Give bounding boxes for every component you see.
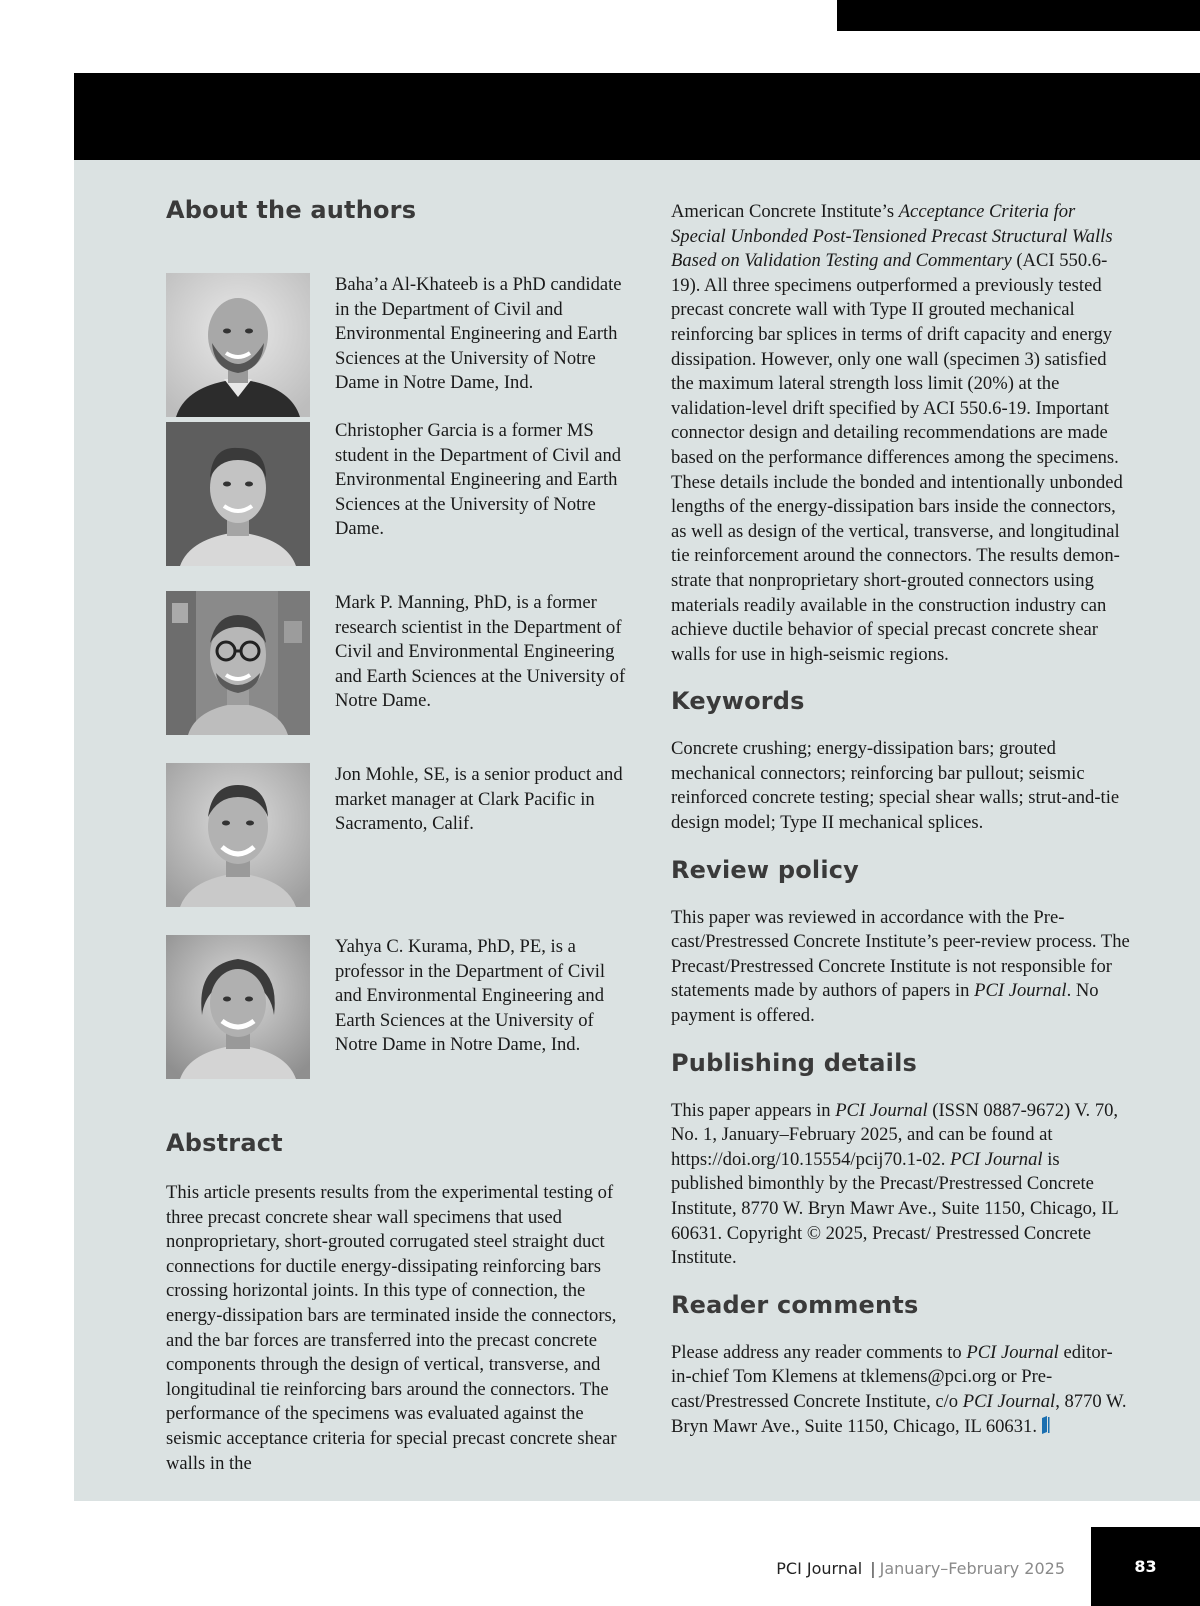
review-policy-text: This paper was reviewed in accordance with the Precast/Prestressed Concrete Institute’s peer-review process. The Precast/Prestressed Concrete Institute is not responsible for statements made by authors of papers in PCI Journal. No payment is offered. bbox=[671, 906, 1130, 1027]
top-black-bar bbox=[837, 0, 1200, 31]
publishing-details-text: This paper appears in PCI Journal (ISSN 0887-9672) V. 70, No. 1, January–February 2025, and can be found at https://doi.org/10.15554/pcij70.1-02. PCI Journal is published bimonthly by the Precast/Prestressed Concrete Institute, 8770 W. Bryn Mawr Ave., Suite 1150, Chicago, IL 60631. Copyright © 2025, Precast/ Prestressed Concrete Institute. bbox=[671, 1099, 1119, 1269]
author-photo bbox=[166, 591, 310, 735]
author-bio: Yahya C. Kurama, PhD, PE, is a professor in the Department of Civil and Environmental Engineering and Earth Sciences at the University of Notre Dame in Notre Dame, Ind. bbox=[335, 936, 606, 1056]
author-bio: Mark P. Manning, PhD, is a former research scientist in the Department of Civil and Environmental Engineering and Earth Sciences at the University of Notre Dame. bbox=[335, 592, 626, 712]
author-photo bbox=[166, 273, 310, 417]
left-column bbox=[166, 196, 626, 1476]
review-policy-heading: Review policy bbox=[671, 855, 860, 884]
keywords-text: Concrete crushing; energy-dissipation bars; grouted mechanical connectors; reinforcing bar pullout; seismic reinforced concrete testing; special shear walls; strut-and-tie design model; Type II mechanical splices. bbox=[671, 738, 1120, 834]
footer-journal-line bbox=[776, 1559, 1065, 1578]
author-bio: Baha’a Al-Khateeb is a PhD candidate in the Department of Civil and Environmental Engineering and Earth Sciences at the University of Notre Dame in Notre Dame, Ind. bbox=[335, 274, 622, 394]
footer-journal-name: PCI Journal bbox=[776, 1559, 863, 1578]
about-authors-heading: About the authors bbox=[166, 196, 417, 224]
abstract-heading: Abstract bbox=[166, 1129, 283, 1157]
author-entry bbox=[166, 419, 626, 591]
page-number: 83 bbox=[1091, 1527, 1200, 1606]
author-photo bbox=[166, 422, 310, 566]
abstract-text: This article presents results from the experimental testing of three precast concrete shear wall specimens that used nonproprietary, short-grouted corrugated steel straight duct connections for ductile energy-dissipating reinforcing bars crossing horizontal joints. In this type of connection, the energy-dissipation bars are terminated inside the connectors, and the bar forces are transferred into the precast concrete components through the design of vertical, transverse, and longitudinal tie reinforcing bars around the connectors. The performance of the specimens was evaluated against the seismic acceptance criteria for special precast concrete shear walls in the bbox=[166, 1182, 617, 1474]
author-photo bbox=[166, 935, 310, 1079]
keywords-heading: Keywords bbox=[671, 687, 805, 716]
author-entry bbox=[166, 763, 626, 935]
footer-issue-date: January–February 2025 bbox=[879, 1559, 1065, 1578]
author-entry bbox=[166, 247, 626, 419]
right-column bbox=[671, 200, 1131, 1439]
author-entry bbox=[166, 935, 626, 1107]
author-entry bbox=[166, 591, 626, 763]
header-band bbox=[74, 73, 1200, 160]
end-mark-icon bbox=[1041, 1415, 1050, 1435]
abstract-continued: American Concrete Institute’s Acceptance Criteria for Special Unbonded Post-Tensioned Precast Structural Walls Based on Validation Testing and Commentary (ACI 550.6-19). All three specimens outperformed a previously tested precast concrete wall with Type II grouted mechanical reinforcing bar splices in terms of drift capacity and energy dissipation. However, only one wall (specimen 3) satisfied the maximum lateral strength loss limit (20%) at the validation-level drift specified by ACI 550.6-19. Important connector design and detailing recommendations are made based on the performance differences among the specimens. These details include the bonded and intentionally unbonded lengths of the energy-dissipation bars inside the connectors, as well as design of the vertical, transverse, and longitudinal tie reinforcement around the connectors. The results demonstrate that nonproprietary short-grouted connectors using materials readily available in the construction industry can achieve ductile behavior of special precast concrete shear walls for use in high-seismic regions. bbox=[671, 201, 1123, 665]
author-bio: Christopher Garcia is a former MS student in the Department of Civil and Environmental Engineering and Earth Sciences at the University of Notre Dame. bbox=[335, 420, 622, 540]
author-photo bbox=[166, 763, 310, 907]
reader-comments-heading: Reader comments bbox=[671, 1290, 919, 1319]
publishing-details-heading: Publishing details bbox=[671, 1048, 917, 1077]
acceptance-criteria-title: Acceptance Criteria for Special Unbonded Post-Tensioned Precast Structural Walls Based on Validation Testing and Commentary bbox=[671, 201, 1113, 272]
footer-separator: | bbox=[870, 1559, 876, 1578]
author-bio: Jon Mohle, SE, is a senior product and market manager at Clark Pacific in Sacramento, Calif. bbox=[335, 764, 623, 835]
page-footer bbox=[0, 1527, 1200, 1606]
reader-comments-text: Please address any reader comments to PCI Journal editor-in-chief Tom Klemens at tklemens@pci.org or Precast/Prestressed Concrete Institute, c/o PCI Journal, 8770 W. Bryn Mawr Ave., Suite 1150, Chicago, IL 60631. bbox=[671, 1341, 1127, 1437]
